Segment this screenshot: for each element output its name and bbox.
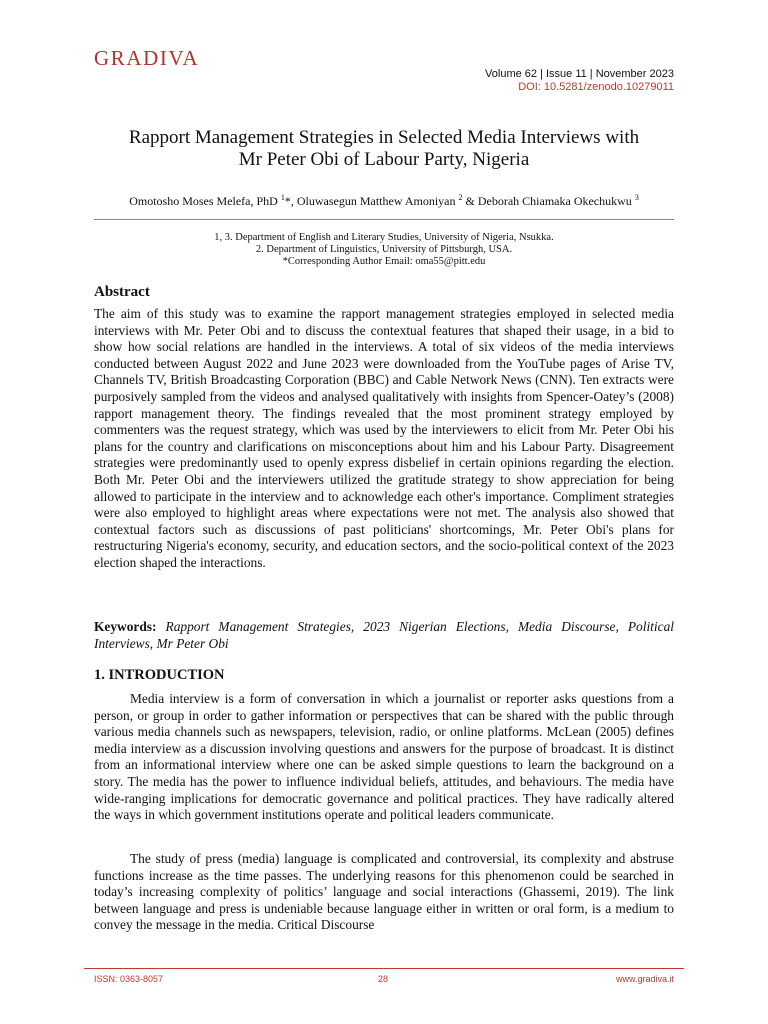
- affiliation-1: 1, 3. Department of English and Literary Studies, University of Nigeria, Nsukka.: [214, 232, 554, 243]
- author-1: Omotosho Moses Melefa, PhD: [129, 194, 281, 208]
- corresponding-mark: *,: [284, 194, 297, 208]
- volume-issue: Volume 62 | Issue 11 | November 2023: [485, 68, 674, 80]
- author-2: Oluwasegun Matthew Amoniyan: [296, 194, 459, 208]
- keywords: [94, 619, 674, 652]
- keywords-list: Rapport Management Strategies, 2023 Nigerian Elections, Media Discourse, Political Interviews, Mr Peter Obi: [94, 619, 674, 651]
- footer-issn: ISSN: 0363-8057: [94, 974, 164, 984]
- keywords-label: Keywords:: [94, 619, 157, 634]
- header-divider: [94, 219, 674, 220]
- affiliation-2: 2. Department of Linguistics, University of Pittsburgh, USA.: [255, 244, 513, 255]
- title-line-1: Rapport Management Strategies in Selected Media Interviews with: [128, 127, 640, 148]
- issue-info: [485, 68, 674, 94]
- title-line-2: Mr Peter Obi of Labour Party, Nigeria: [238, 149, 530, 170]
- author-3: & Deborah Chiamaka Okechukwu: [462, 194, 635, 208]
- author-3-affil: 3: [634, 193, 639, 202]
- author-1-affil: 1: [280, 193, 285, 202]
- paper-title: [94, 127, 674, 171]
- affiliations: [94, 232, 674, 268]
- journal-logo: GRADIVA: [94, 46, 200, 70]
- page-number: 28: [378, 974, 389, 984]
- author-2-affil: 2: [458, 193, 463, 202]
- footer-divider: [84, 968, 684, 969]
- corresponding-email: *Corresponding Author Email: oma55@pitt.edu: [282, 256, 486, 267]
- footer-website[interactable]: www.gradiva.it: [615, 974, 674, 984]
- intro-paragraph-1: Media interview is a form of conversation in which a journalist or reporter asks questions from a person, or group in order to gather information or perspectives that can be shared with the public through various media channels such as newspapers, television, radio, or online platforms. McLean (2005) defines media interview as a discussion involving questions and answers for the purpose of broadcast. It is distinct from an informational interview where one can be asked simple questions to learn the background on a story. The media has the power to influence individual beliefs, attitudes, and behaviours. The media have wide-ranging implications for democratic governance and political practices. They have radically altered the ways in which government institutions operate and political leaders communicate.: [94, 691, 674, 823]
- intro-heading: 1. INTRODUCTION: [94, 667, 225, 683]
- author-list: [94, 193, 674, 209]
- abstract-text: The aim of this study was to examine the rapport management strategies employed in selected media interviews with Mr. Peter Obi and to discuss the contextual features that shaped their usage, in a bid to show how social relations are handled in the interviews. A total of six videos of the media interviews conducted between August 2022 and June 2023 were downloaded from the YouTube pages of Arise TV, Channels TV, British Broadcasting Corporation (BBC) and Cable Network News (CNN). Ten extracts were purposively sampled from the videos and analysed qualitatively with insights from Spencer-Oatey’s (2008) rapport management theory. The findings revealed that the most prominent strategy employed by commenters was the request strategy, which was used by the interviewers to elicit from Mr. Peter Obi his plans for the country and clarifications on misconceptions about him and his Labour Party. Disagreement strategies were predominantly used to openly express disbelief in certain opinions regarding the election. Both Mr. Peter Obi and the interviewers utilized the gratitude strategy to show appreciation for being allowed to participate in the interview and to acknowledge each other's importance. Compliment strategies were also employed to highlight areas where expectations were not met. The analysis also showed that contextual factors such as discussions of past politicians' shortcomings, Mr. Peter Obi's plans for restructuring Nigeria's economy, security, and education sectors, and the socio-political context of the 2023 election shaped the interactions.: [94, 306, 674, 570]
- abstract-heading: Abstract: [94, 284, 150, 300]
- doi-link[interactable]: DOI: 10.5281/zenodo.10279011: [518, 81, 674, 93]
- intro-paragraph-2: The study of press (media) language is complicated and controversial, its complexity and abstruse functions increase as the time passes. The underlying reasons for this phenomenon could be searched in today’s increasing complexity of politics’ language and social interactions (Ghassemi, 2019). The link between language and press is undeniable because language either in written or oral form, is a medium to convey the message in the media. Critical Discourse: [94, 851, 674, 933]
